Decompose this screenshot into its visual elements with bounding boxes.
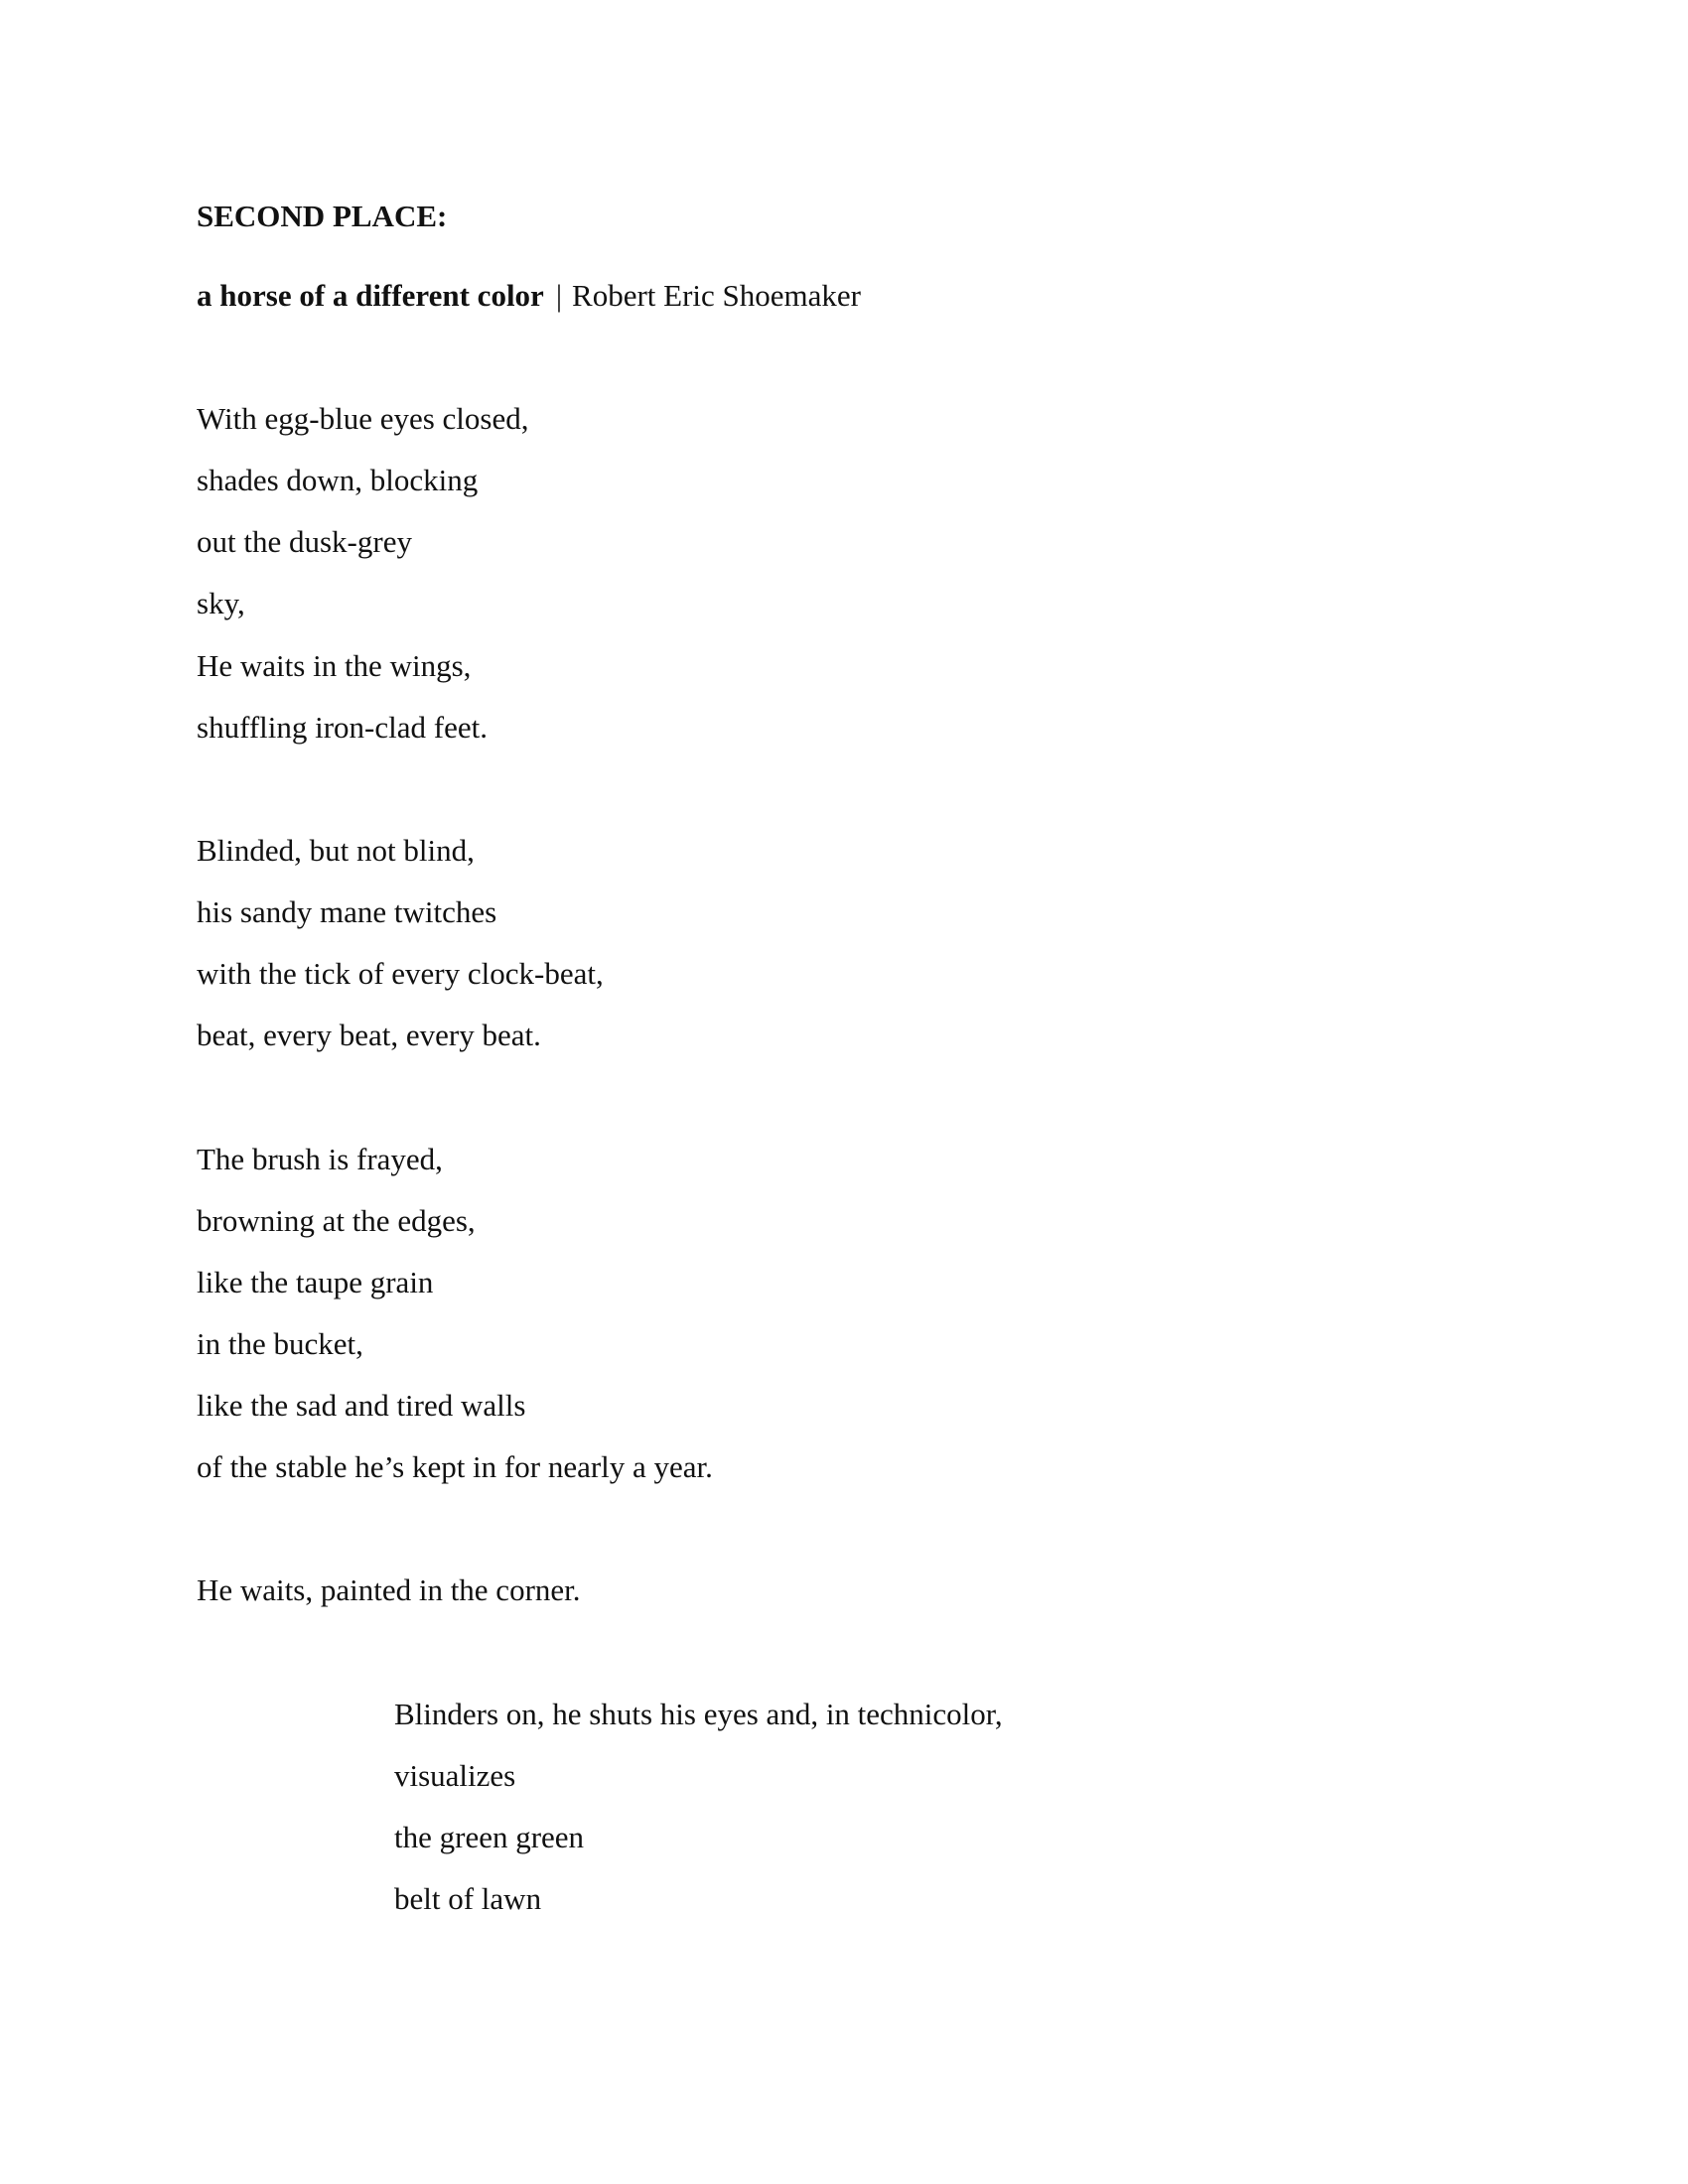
poem-line: Blinded, but not blind,: [197, 833, 475, 868]
poem-line: With egg-blue eyes closed,: [197, 401, 529, 436]
poem-line-indented: the green green: [394, 1820, 585, 1854]
poem-line: He waits in the wings,: [197, 648, 472, 683]
poem-line: shuffling iron-clad feet.: [197, 710, 488, 745]
poem-line: in the bucket,: [197, 1326, 363, 1361]
poem-line: of the stable he’s kept in for nearly a year.: [197, 1449, 713, 1484]
poem-line: his sandy mane twitches: [197, 894, 497, 929]
section-heading: SECOND PLACE:: [197, 199, 448, 233]
poem-line: like the sad and tired walls: [197, 1388, 526, 1423]
poem-title: a horse of a different color: [197, 278, 544, 313]
poem-line: out the dusk-grey: [197, 524, 412, 559]
poem-line-indented: visualizes: [394, 1758, 516, 1793]
poem-line: The brush is frayed,: [197, 1142, 443, 1176]
poem-line: with the tick of every clock-beat,: [197, 956, 604, 991]
poem-author: Robert Eric Shoemaker: [572, 278, 861, 313]
poem-line-indented: belt of lawn: [394, 1881, 542, 1916]
poem-title-line: [197, 276, 861, 316]
title-author-separator: |: [555, 278, 563, 313]
poem-line: like the taupe grain: [197, 1265, 434, 1299]
poem-line: shades down, blocking: [197, 463, 479, 497]
poem-line-indented: Blinders on, he shuts his eyes and, in technicolor,: [394, 1697, 1003, 1731]
poem-line: beat, every beat, every beat.: [197, 1018, 541, 1052]
poem-line: sky,: [197, 586, 245, 620]
poem-line: He waits, painted in the corner.: [197, 1572, 581, 1607]
poem-line: browning at the edges,: [197, 1203, 476, 1238]
